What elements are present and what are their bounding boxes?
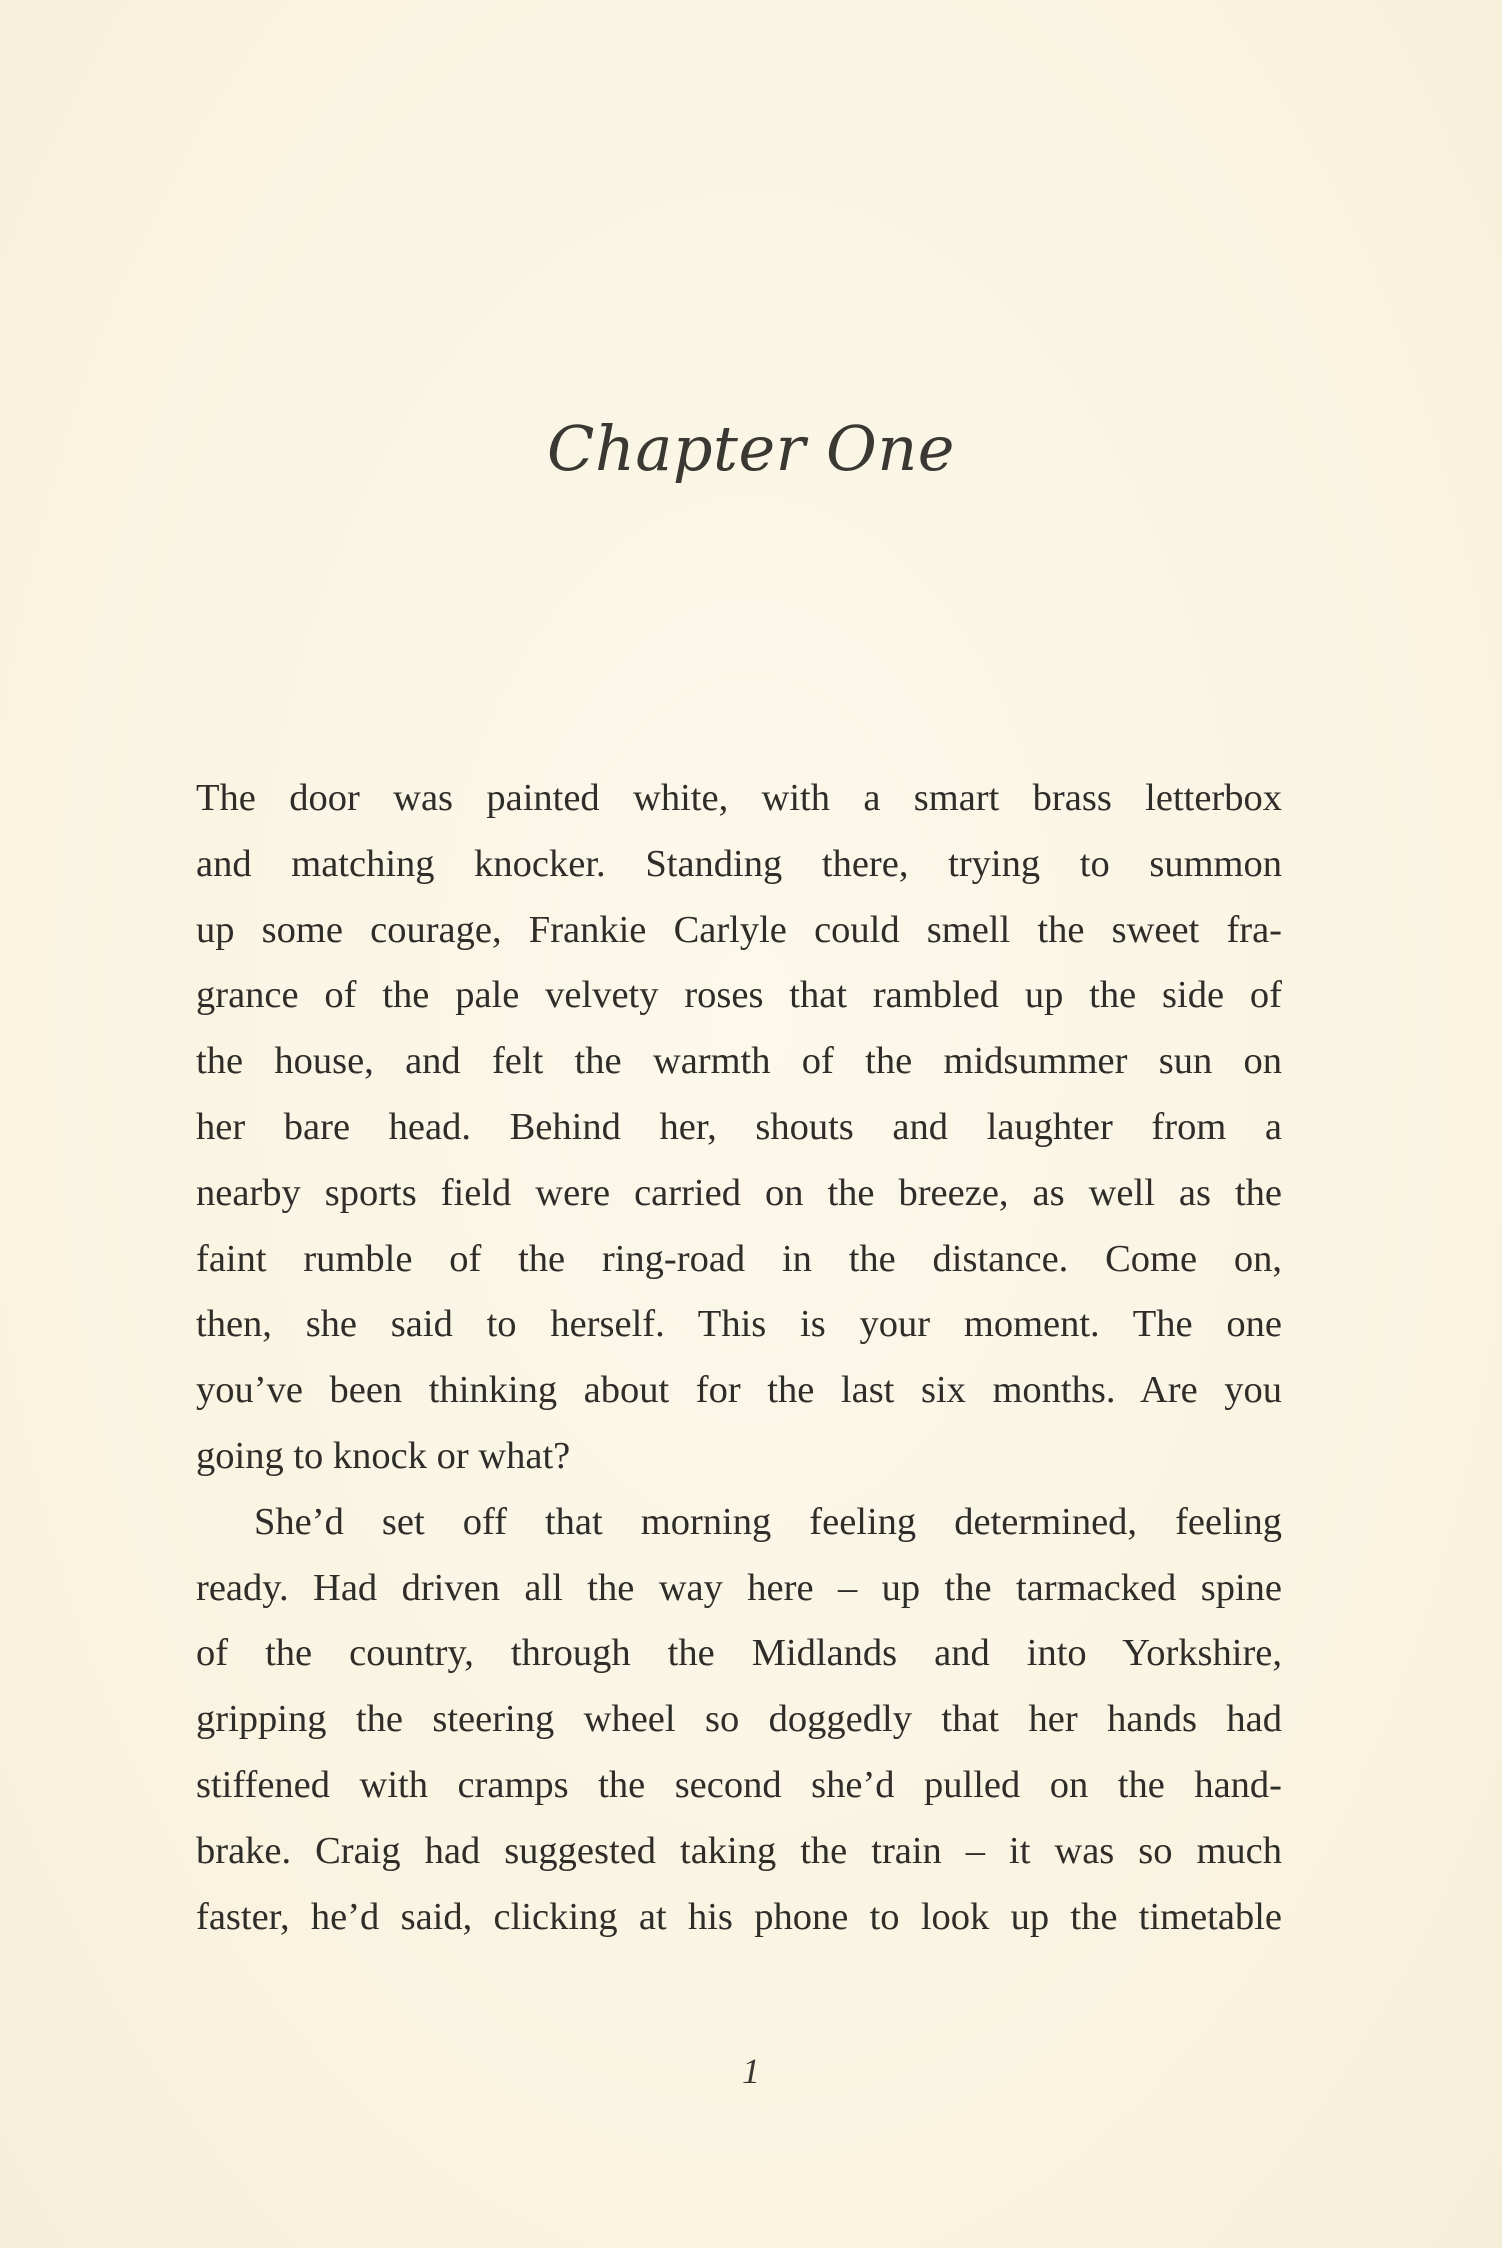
text-line: gripping the steering wheel so doggedly that her hands had: [196, 1698, 1282, 1741]
text-line: stiffened with cramps the second she’d pulled on the hand-: [196, 1763, 1282, 1806]
body-text: [196, 766, 1282, 1950]
text-line: her bare head. Behind her, shouts and laughter from a: [196, 1105, 1282, 1148]
text-line: faster, he’d said, clicking at his phone to look up the timetable: [196, 1895, 1282, 1938]
text-line: The door was painted white, with a smart brass letterbox: [196, 777, 1282, 819]
text-line: nearby sports field were carried on the breeze, as well as the: [196, 1171, 1282, 1214]
text-line: ready. Had driven all the way here – up the tarmacked spine: [196, 1566, 1282, 1609]
text-line: you’ve been thinking about for the last six months. Are you: [196, 1369, 1282, 1412]
page-number: 1: [742, 2051, 760, 2091]
text-line: and matching knocker. Standing there, trying to summon: [196, 842, 1282, 885]
text-line: of the country, through the Midlands and into Yorkshire,: [196, 1632, 1282, 1675]
chapter-title: Chapter One: [547, 412, 955, 485]
text-line: the house, and felt the warmth of the midsummer sun on: [196, 1040, 1282, 1083]
text-line: grance of the pale velvety roses that rambled up the side of: [196, 974, 1282, 1017]
text-line: up some courage, Frankie Carlyle could smell the sweet fra-: [196, 908, 1282, 951]
text-line: brake. Craig had suggested taking the train – it was so much: [196, 1829, 1282, 1872]
text-line: faint rumble of the ring-road in the distance. Come on,: [196, 1237, 1282, 1280]
text-line: then, she said to herself. This is your moment. The one: [196, 1303, 1282, 1346]
text-line: going to knock or what?: [196, 1434, 571, 1477]
text-line: She’d set off that morning feeling determined, feeling: [254, 1500, 1282, 1543]
